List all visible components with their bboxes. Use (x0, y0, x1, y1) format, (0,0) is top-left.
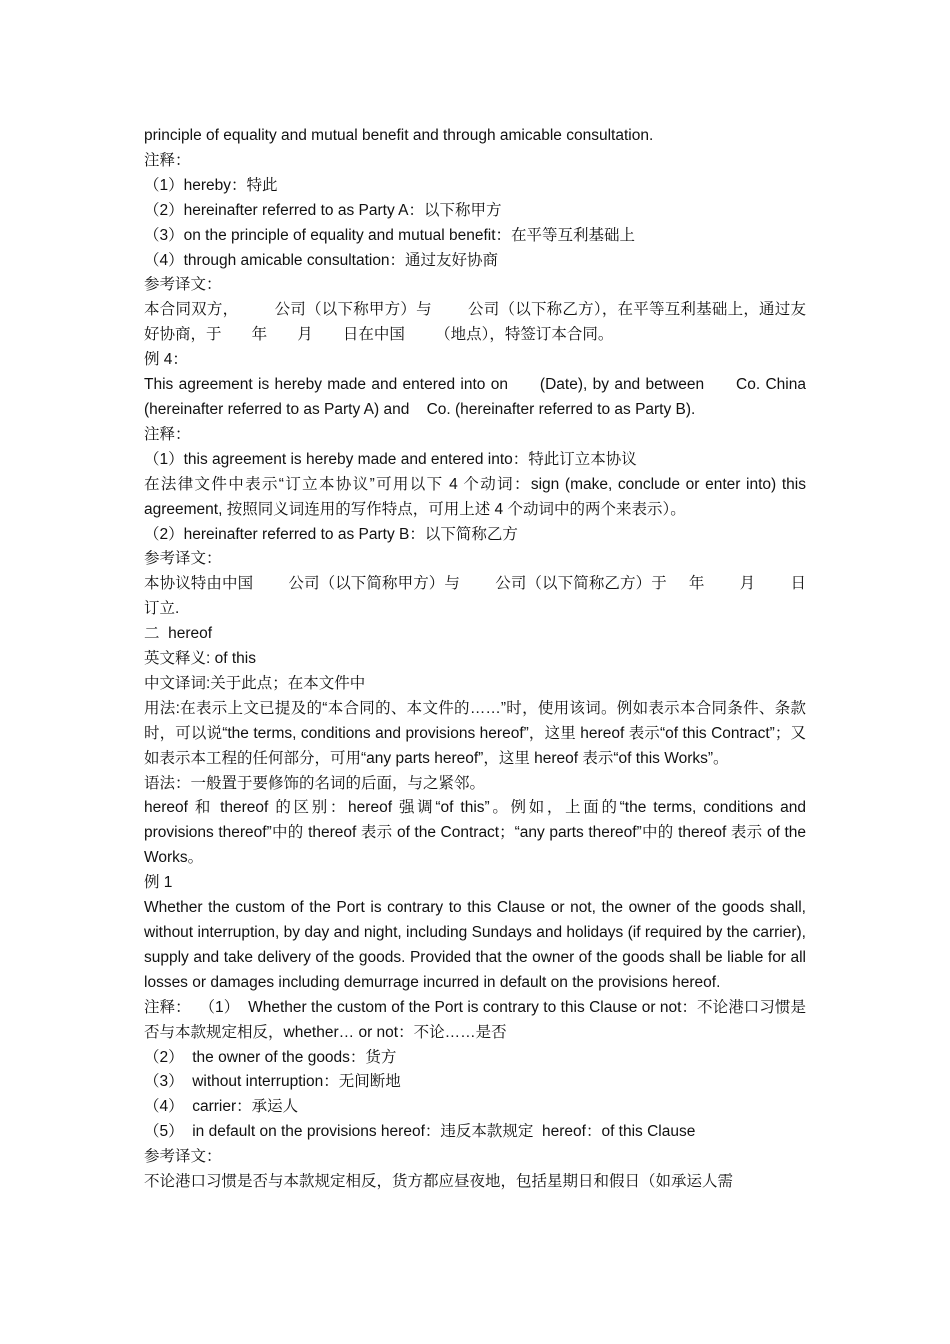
example-paragraph: This agreement is hereby made and entered into on (Date), by and between Co. China (hereinafter referred to as Party A) and Co. (hereinafter referred to as Party B). (144, 376, 811, 418)
chinese-definition: 中文译词:关于此点；在本文件中 (144, 674, 366, 692)
note-item-1: （1）hereby：特此 (144, 176, 278, 194)
note-item-3: （3） without interruption：无间断地 (144, 1073, 401, 1091)
example-heading: 例 4： (144, 351, 188, 369)
usage-paragraph: 用法:在表示上文已提及的“本合同的、本文件的……”时，使用该词。例如表示本合同条件、条款时，可以说“the terms, conditions and provisions hereof”，这里 hereof 表示“of this Contract”；又如表示本工程的任何部分，可用“any parts hereof”，这里 hereof 表示“of this Works”。 (144, 699, 806, 767)
notes-heading: 注释： (144, 151, 191, 169)
note-item-4: （4）through amicable consultation：通过友好协商 (144, 251, 499, 269)
note-item-2: （2） the owner of the goods：货方 (144, 1048, 397, 1066)
paragraph-line-intro: principle of equality and mutual benefit and through amicable consultation. (144, 127, 654, 144)
notes-heading: 注释： (144, 425, 191, 443)
translation-paragraph: 不论港口习惯是否与本款规定相反，货方都应昼夜地，包括星期日和假日（如承运人需 (144, 1173, 734, 1191)
translation-heading: 参考译文： (144, 276, 222, 294)
note-item-1: （1）this agreement is hereby made and entered into：特此订立本协议 (144, 450, 637, 468)
difference-paragraph: hereof 和 thereof 的区别：hereof 强调“of this”。例如，上面的“the terms, conditions and provisions thereof”中的 thereof 表示 of the Contract；“any parts thereof”中的 thereof 表示 of the Works。 (144, 799, 811, 867)
note-item-2: （2）hereinafter referred to as Party B：以下简称乙方 (144, 525, 518, 543)
document-body (144, 124, 811, 1195)
english-definition: 英文释义: of this (144, 650, 256, 668)
translation-paragraph: 本合同双方， 公司（以下称甲方）与 公司（以下称乙方），在平等互利基础上，通过友好协商，于 年 月 日在中国 （地点），特签订本合同。 (144, 301, 806, 344)
grammar-paragraph: 语法：一般置于要修饰的名词的后面，与之紧邻。 (144, 774, 486, 792)
note-item-3: （3）on the principle of equality and mutual benefit：在平等互利基础上 (144, 226, 636, 244)
note-item-1: 注释： （1） Whether the custom of the Port is contrary to this Clause or not：不论港口习惯是否与本款规定相反，whether… or not：不论……是否 (144, 998, 806, 1041)
translation-heading: 参考译文： (144, 550, 222, 568)
section-heading: 二 hereof (144, 625, 213, 643)
example-paragraph: Whether the custom of the Port is contrary to this Clause or not, the owner of the goods shall, without interruption, by day and night, including Sundays and holidays (if required by the carrier), supply and take delivery of the goods. Provided that the owner of the goods shall be liable for all losses or damages including demurrage incurred in default on the provisions hereof. (144, 899, 811, 991)
note-item-4: （4） carrier：承运人 (144, 1098, 299, 1116)
note-explanation: 在法律文件中表示“订立本协议”可用以下 4 个动词：sign (make, conclude or enter into) this agreement, 按照同义词连用的写作特点，可用上述 4 个动词中的两个来表示）。 (144, 475, 811, 518)
note-item-5: （5） in default on the provisions hereof：违反本款规定 hereof：of this Clause (144, 1123, 696, 1141)
translation-heading: 参考译文： (144, 1148, 222, 1166)
example-heading: 例 1 (144, 874, 173, 892)
note-item-2: （2）hereinafter referred to as Party A：以下称甲方 (144, 201, 502, 219)
translation-paragraph: 本协议特由中国 公司（以下简称甲方）与 公司（以下简称乙方）于 年 月 日订立. (144, 575, 806, 618)
